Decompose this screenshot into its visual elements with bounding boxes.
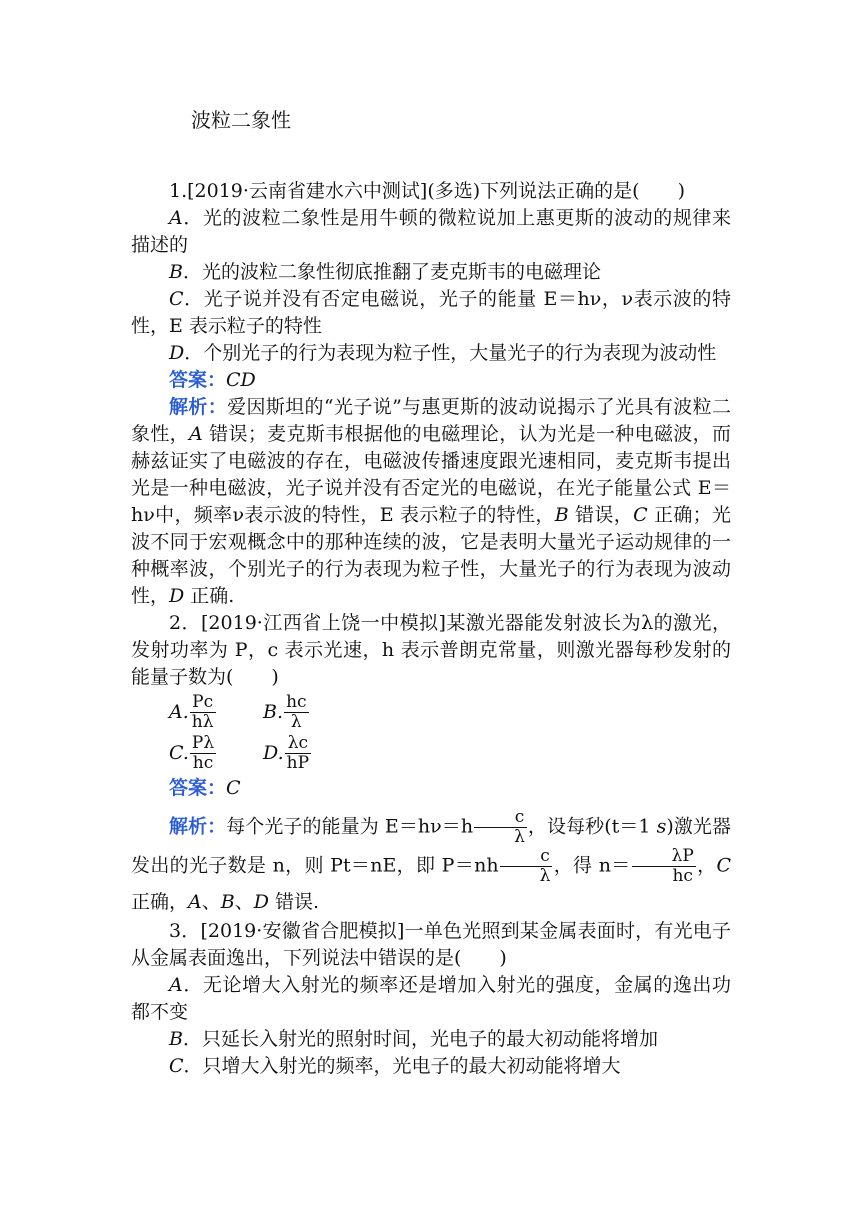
q2-c-label: C. — [169, 742, 189, 764]
q1-analysis-text-3: 错误， — [568, 504, 634, 526]
q3-option-c — [131, 1053, 731, 1080]
q2-analysis-c: C — [716, 854, 732, 877]
q2-analysis-fraction-2 — [500, 847, 553, 886]
q1-option-c — [131, 286, 731, 340]
q2-stem: 2．[2019·江西省上饶一中模拟]某激光器能发射波长为λ的激光，发射功率为 P，c 表示光速，h 表示普朗克常量，则激光器每秒发射的能量子数为( ) — [131, 612, 731, 688]
q2-b-numerator: hc — [286, 692, 307, 712]
q2-choices-row-2 — [131, 734, 731, 773]
q1-analysis-text-1: 爱因斯坦的“光子说”与惠更斯的波动说揭示了光具有波粒二象性， — [131, 396, 731, 445]
q2-d-denominator: hP — [286, 753, 310, 773]
q2-option-d — [263, 734, 351, 773]
q3-b-label: B — [169, 1028, 183, 1050]
q3-a-label: A — [169, 974, 183, 996]
q2-answer-value: C — [226, 777, 241, 799]
q1-analysis — [131, 394, 731, 610]
q1-analysis-c: C — [633, 504, 648, 526]
q1-stem: 1.[2019·云南省建水六中测试](多选)下列说法正确的是( ) — [169, 180, 685, 202]
q2-choices-row-1 — [131, 693, 731, 732]
q2-c-fraction — [190, 734, 216, 773]
q1-analysis-a: A — [189, 423, 203, 445]
q2-a-label: A. — [169, 701, 189, 723]
q2-b-label: B. — [263, 701, 284, 723]
q2-analysis-a: A — [188, 891, 202, 913]
q2-analysis-text-1: 每个光子的能量为 E＝hν＝h — [226, 815, 474, 838]
q1-analysis-label: 解析： — [169, 396, 228, 418]
q2-f2-numerator: c — [500, 847, 553, 867]
q2-analysis-b: B — [220, 891, 235, 913]
q1-d-text: ．个别光子的行为表现为粒子性，大量光子的行为表现为波动性 — [184, 342, 717, 364]
q2-c-numerator: Pλ — [191, 733, 215, 753]
q2-analysis-fraction-3 — [632, 847, 696, 886]
q3-b-text: ．只延长入射光的照射时间，光电子的最大初动能将增加 — [182, 1028, 658, 1050]
q1-b-label: B — [169, 261, 183, 283]
q3-c-text: ．只增大入射光的频率，光电子的最大初动能将增大 — [183, 1055, 621, 1077]
q2-f3-denominator: hc — [672, 866, 693, 886]
q2-f3-numerator: λP — [632, 847, 696, 867]
q1-c-text: ．光子说并没有否定电磁说，光子的能量 E＝hν，ν表示波的特性，E 表示粒子的特性 — [131, 288, 731, 337]
q2-b-denominator: λ — [290, 712, 302, 732]
q2-analysis-text-3: )激光器发出的光子数是 n，则 Pt＝nE，即 P＝nh — [131, 815, 731, 877]
q2-analysis-text-5: ， — [696, 854, 717, 877]
q1-option-d — [131, 340, 731, 367]
q1-analysis-b: B — [554, 504, 569, 526]
q2-f2-denominator: λ — [539, 866, 551, 886]
q3-stem: 3．[2019·安徽省合肥模拟]一单色光照到某金属表面时，有光电子从金属表面逸出，下列说法中错误的是( ) — [131, 920, 731, 969]
q2-f1-numerator: c — [474, 808, 527, 828]
q1-analysis-text-4: 正确；光波不同于宏观概念中的那种连续的波，它是表明大量光子运动规律的一种概率波，个别光子的行为表现为粒子性，大量光子的行为表现为波动性， — [131, 504, 732, 607]
q2-analysis — [131, 808, 731, 918]
q1-c-label: C — [169, 288, 184, 310]
q2-c-denominator: hc — [192, 753, 214, 773]
q1-d-label: D — [169, 342, 185, 364]
q2-analysis-label: 解析： — [169, 815, 227, 838]
q2-analysis-unit-s: s — [656, 815, 667, 838]
q3-a-text: ．无论增大入射光的频率还是增加入射光的强度，金属的逸出功都不变 — [131, 974, 731, 1023]
q2-b-fraction — [284, 693, 308, 732]
q2-analysis-d: D — [253, 891, 269, 913]
q3-option-b — [131, 1026, 731, 1053]
q1-analysis-text-5: 正确. — [184, 585, 235, 607]
q1-analysis-text-2: 错误；麦克斯韦根据他的电磁理论，认为光是一种电磁波，而赫兹证实了电磁波的存在，电磁波传播速度跟光速相同，麦克斯韦提出光是一种电磁波，光子说并没有否定光的电磁说，在光子能量公式 E＝hν中，频率ν表示波的特性，E 表示粒子的特性， — [131, 423, 731, 526]
q2-option-c — [169, 734, 257, 773]
q1-a-text: ．光的波粒二象性是用牛顿的微粒说加上惠更斯的波动的规律来描述的 — [131, 207, 731, 256]
q2-analysis-text-8: 、 — [234, 891, 254, 913]
q2-answer — [131, 775, 731, 802]
q1-option-a — [131, 205, 731, 259]
q2-d-numerator: λc — [285, 734, 311, 754]
q2-a-denominator: hλ — [191, 712, 214, 732]
q1-answer-value: CD — [226, 369, 256, 391]
q2-a-numerator: Pc — [190, 693, 216, 713]
q2-analysis-text-4: ，得 n＝ — [553, 854, 631, 877]
q1-option-b — [131, 259, 731, 286]
q2-d-label: D. — [263, 742, 284, 764]
question-content — [131, 178, 731, 1080]
q2-analysis-text-9: 错误. — [268, 891, 320, 913]
q1-answer — [131, 367, 731, 394]
q2-analysis-fraction-1 — [474, 808, 527, 847]
q2-a-fraction — [190, 693, 216, 732]
q3-c-label: C — [169, 1055, 184, 1077]
q2-option-a — [169, 693, 257, 732]
q2-option-b — [263, 693, 351, 732]
q3-option-a — [131, 972, 731, 1026]
q1-analysis-d: D — [169, 585, 185, 607]
q1-b-text: ．光的波粒二象性彻底推翻了麦克斯韦的电磁理论 — [182, 261, 601, 283]
q1-a-label: A — [169, 207, 183, 229]
q2-answer-label: 答案： — [169, 777, 227, 799]
page-title: 波粒二象性 — [191, 108, 291, 132]
q2-d-fraction — [285, 734, 311, 773]
q2-analysis-text-2: ，设每秒(t＝1 — [527, 815, 657, 838]
q2-analysis-text-6: 正确， — [131, 891, 189, 913]
q2-f1-denominator: λ — [514, 827, 525, 847]
q1-answer-label: 答案： — [169, 369, 227, 391]
q2-analysis-text-7: 、 — [201, 891, 221, 913]
